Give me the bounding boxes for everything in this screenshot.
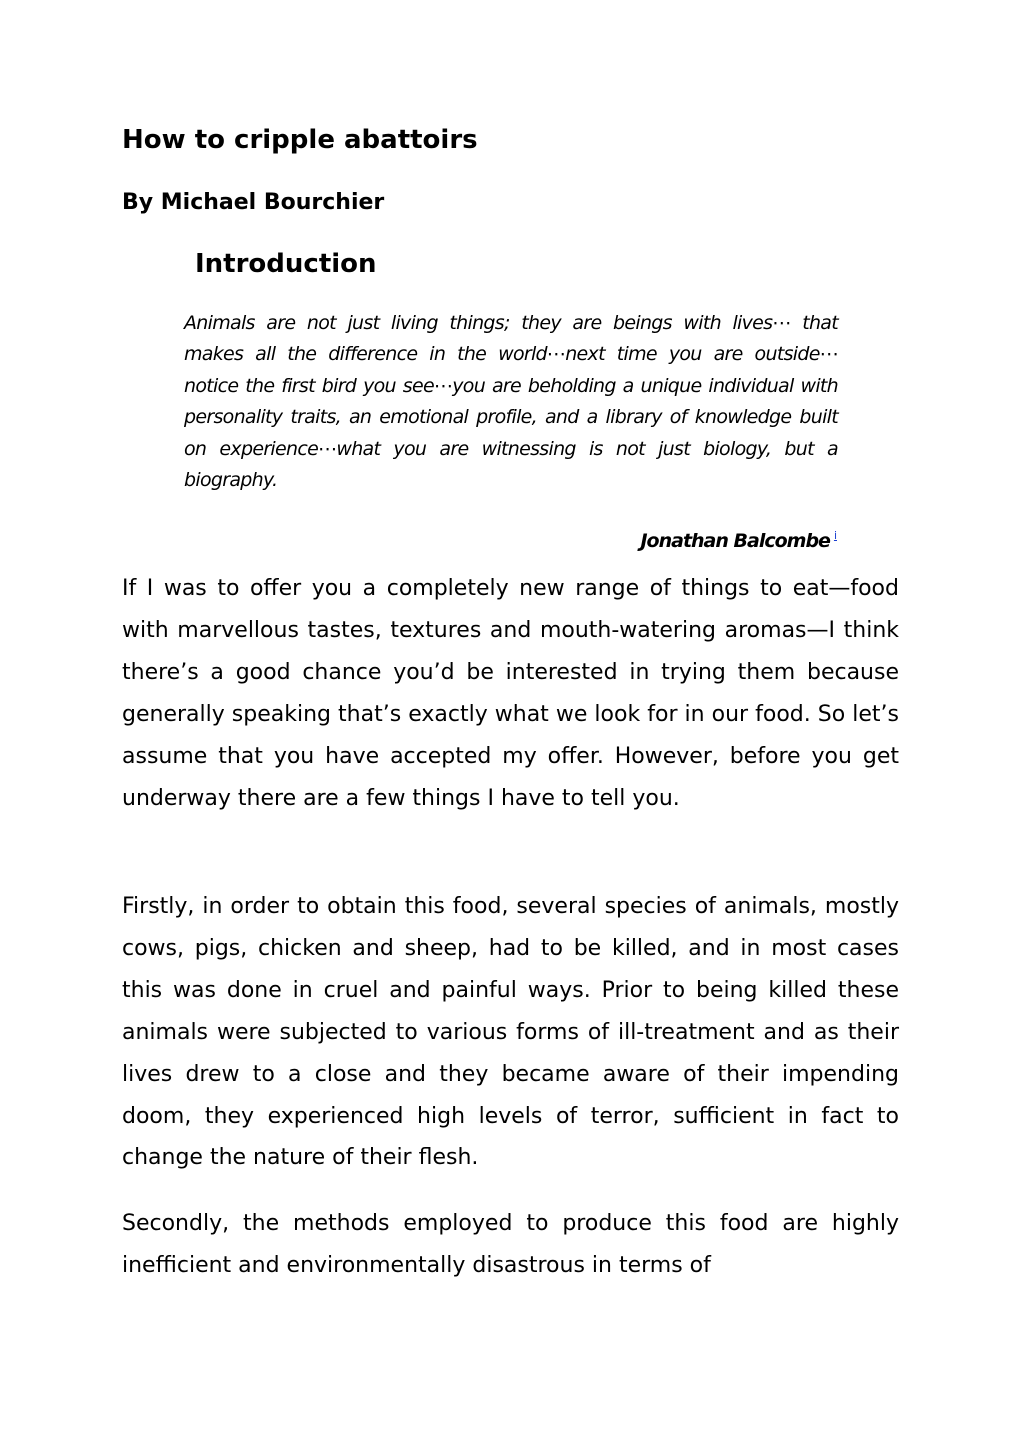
section-heading: Introduction (195, 249, 377, 279)
epigraph-attribution (640, 522, 837, 555)
epigraph-quote: Animals are not just living things; they are beings with lives⋯ that makes all the difference in the world⋯next time you are outside⋯ notice the first bird you see⋯you are beholding a unique individual with personality traits, an emotional profile, and a library of knowledge built on experience⋯what you are witnessing is not just biology, but a biography. (184, 312, 838, 492)
author-byline: By Michael Bourchier (122, 190, 385, 215)
document-title: How to cripple abattoirs (122, 125, 478, 155)
body-paragraph: If I was to offer you a completely new range of things to eat—food with marvellous tastes, textures and mouth-watering aromas—I think there’s a good chance you’d be interested in trying them because generally speaking that’s exactly what we look for in our food. So let’s assume that you have accepted my offer. However, before you get underway there are a few things I have to tell you. (122, 576, 899, 811)
body-paragraph: Secondly, the methods employed to produce this food are highly inefficient and environmentally disastrous in terms of (122, 1211, 899, 1278)
footnote-reference-link[interactable]: i (833, 529, 837, 542)
body-paragraph: Firstly, in order to obtain this food, several species of animals, mostly cows, pigs, chicken and sheep, had to be killed, and in most cases this was done in cruel and painful ways. Prior to being killed these animals were subjected to various forms of ill-treatment and as their lives drew to a close and they became aware of their impending doom, they experienced high levels of terror, sufficient in fact to change the nature of their flesh. (122, 894, 899, 1171)
attribution-name: Jonathan Balcombe (640, 530, 830, 552)
